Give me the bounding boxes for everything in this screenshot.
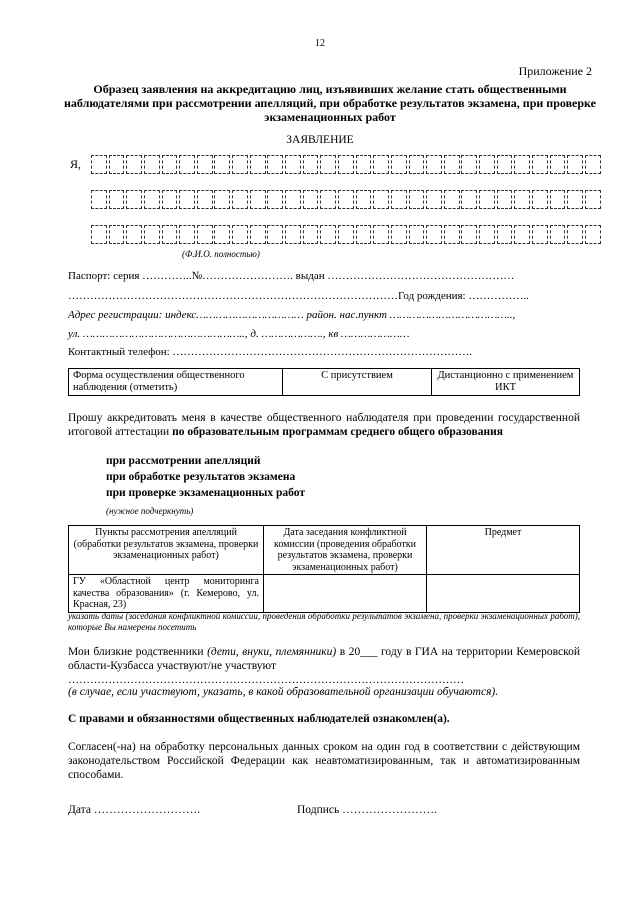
letter-cell[interactable] — [426, 225, 442, 244]
letter-cell[interactable] — [514, 225, 530, 244]
letter-cell[interactable] — [162, 155, 178, 174]
letter-cell[interactable] — [162, 225, 178, 244]
address-line-2[interactable]: ул. ………………………………………….., д. ………………., кв ………………… — [68, 328, 410, 340]
letter-cell[interactable] — [391, 190, 407, 209]
points-header-date: Дата заседания конфликтной комиссии (проведения обработки результатов экзамена, проверки экзаменационных работ) — [264, 526, 427, 575]
relatives-note: (в случае, если участвуют, указать, в какой образовательной организации обучаются). — [68, 686, 499, 698]
letter-cell[interactable] — [479, 155, 495, 174]
option-appeals[interactable]: при рассмотрении апелляций — [106, 455, 261, 467]
letter-cell[interactable] — [144, 190, 160, 209]
letter-cell[interactable] — [444, 155, 460, 174]
page-number: 12 — [315, 38, 325, 49]
letter-cell[interactable] — [250, 190, 266, 209]
letter-cell[interactable] — [214, 155, 230, 174]
consent-paragraph: Согласен(-на) на обработку персональных данных сроком на один год в соответствии с действующим законодательством Российской Федерации как неавтоматизированным, так и автоматизированным способами. — [68, 741, 580, 781]
option-processing[interactable]: при обработке результатов экзамена — [106, 471, 296, 483]
ya-label: Я, — [70, 157, 82, 171]
letter-cell[interactable] — [232, 225, 248, 244]
letter-cell[interactable] — [144, 225, 160, 244]
letter-cell[interactable] — [391, 225, 407, 244]
letter-cell[interactable] — [373, 225, 389, 244]
underline-note: (нужное подчеркнуть) — [106, 506, 194, 516]
in-person-option[interactable]: С присутствием — [283, 369, 432, 396]
letter-cell[interactable] — [179, 155, 195, 174]
letter-cell[interactable] — [285, 225, 301, 244]
letter-cell[interactable] — [514, 190, 530, 209]
letter-cell[interactable] — [497, 225, 513, 244]
relatives-paragraph — [68, 645, 580, 673]
letter-cell[interactable] — [267, 190, 283, 209]
letter-cell[interactable] — [497, 155, 513, 174]
date-field[interactable]: Дата ………………………. — [68, 804, 201, 816]
dates-note: указать даты (заседания конфликтной комиссии, проведения обработки результатов экзамена, проверки экзаменационных работ), которые Вы намерены посетить — [68, 611, 580, 632]
rights-statement: С правами и обязанностями общественных наблюдателей ознакомлен(а). — [68, 713, 450, 725]
letter-cell[interactable] — [532, 155, 548, 174]
letter-cell[interactable] — [214, 190, 230, 209]
letter-cell[interactable] — [497, 190, 513, 209]
points-cell-subject[interactable] — [427, 575, 580, 613]
letter-cell[interactable] — [426, 190, 442, 209]
document-title: Образец заявления на аккредитацию лиц, изъявивших желание стать общественными наблюдателями при рассмотрении апелляций, при обработке результатов экзамена, при проверке экзаменационных работ — [63, 82, 596, 124]
letter-cell[interactable] — [126, 225, 142, 244]
points-cell-location: ГУ «Областной центр мониторинга качества образования» (г. Кемерово, ул. Красная, 23) — [69, 575, 264, 613]
letter-cell[interactable] — [567, 155, 583, 174]
letter-cell[interactable] — [320, 190, 336, 209]
letter-cell[interactable] — [285, 155, 301, 174]
statement-heading: ЗАЯВЛЕНИЕ — [286, 134, 354, 146]
appendix-label: Приложение 2 — [518, 64, 592, 78]
letter-cell[interactable] — [162, 190, 178, 209]
option-checking[interactable]: при проверке экзаменационных работ — [106, 487, 306, 499]
letter-cell[interactable] — [109, 155, 125, 174]
letter-cell[interactable] — [232, 190, 248, 209]
letter-cell[interactable] — [567, 190, 583, 209]
letter-cell[interactable] — [409, 190, 425, 209]
observation-form-table — [68, 368, 580, 396]
letter-cell[interactable] — [338, 225, 354, 244]
letter-cell[interactable] — [91, 225, 107, 244]
fio-cells-row-3[interactable] — [91, 225, 601, 244]
letter-cell[interactable] — [461, 225, 477, 244]
letter-cell[interactable] — [444, 190, 460, 209]
letter-cell[interactable] — [444, 225, 460, 244]
letter-cell[interactable] — [479, 225, 495, 244]
letter-cell[interactable] — [426, 155, 442, 174]
fio-cells-row-1[interactable] — [91, 155, 601, 174]
letter-cell[interactable] — [356, 225, 372, 244]
letter-cell[interactable] — [356, 155, 372, 174]
letter-cell[interactable] — [109, 225, 125, 244]
letter-cell[interactable] — [461, 190, 477, 209]
letter-cell[interactable] — [550, 190, 566, 209]
letter-cell[interactable] — [303, 225, 319, 244]
letter-cell[interactable] — [197, 225, 213, 244]
letter-cell[interactable] — [267, 155, 283, 174]
letter-cell[interactable] — [267, 225, 283, 244]
points-header-location: Пункты рассмотрения апелляций (обработки результатов экзамена, проверки экзаменационных работ) — [69, 526, 264, 575]
letter-cell[interactable] — [585, 155, 601, 174]
request-paragraph — [68, 411, 580, 439]
issued-birthyear-line[interactable]: ………………………………………………………………………………Год рождения: …………….. — [68, 290, 529, 302]
letter-cell[interactable] — [409, 225, 425, 244]
letter-cell[interactable] — [250, 155, 266, 174]
letter-cell[interactable] — [285, 190, 301, 209]
letter-cell[interactable] — [585, 225, 601, 244]
letter-cell[interactable] — [179, 190, 195, 209]
letter-cell[interactable] — [479, 190, 495, 209]
signature-field[interactable]: Подпись ……………………. — [297, 804, 437, 816]
letter-cell[interactable] — [338, 155, 354, 174]
letter-cell[interactable] — [250, 225, 266, 244]
letter-cell[interactable] — [126, 155, 142, 174]
letter-cell[interactable] — [214, 225, 230, 244]
fio-cells-row-2[interactable] — [91, 190, 601, 209]
relatives-suffix: в 20___ году в ГИА на территории Кемеровской области-Кузбасса участвуют/не участвуют — [68, 646, 581, 672]
points-table — [68, 525, 580, 613]
letter-cell[interactable] — [514, 155, 530, 174]
letter-cell[interactable] — [320, 155, 336, 174]
letter-cell[interactable] — [197, 155, 213, 174]
letter-cell[interactable] — [338, 190, 354, 209]
letter-cell[interactable] — [91, 155, 107, 174]
address-line-1[interactable]: Адрес регистрации: индекс…………………………… район. нас.пункт ……………………………….., — [68, 309, 516, 321]
points-header-subject: Предмет — [427, 526, 580, 575]
request-text: Прошу аккредитовать меня в качестве общественного наблюдателя при проведении государственной итоговой аттестации — [68, 412, 580, 438]
letter-cell[interactable] — [409, 155, 425, 174]
letter-cell[interactable] — [373, 190, 389, 209]
letter-cell[interactable] — [179, 225, 195, 244]
letter-cell[interactable] — [567, 225, 583, 244]
passport-line[interactable]: Паспорт: серия …………..№……………………. выдан …………………………………………… — [68, 270, 515, 282]
letter-cell[interactable] — [532, 225, 548, 244]
letter-cell[interactable] — [550, 155, 566, 174]
letter-cell[interactable] — [532, 190, 548, 209]
relatives-italic: (дети, внуки, племянники) — [207, 646, 337, 658]
letter-cell[interactable] — [303, 190, 319, 209]
letter-cell[interactable] — [197, 190, 213, 209]
letter-cell[interactable] — [91, 190, 107, 209]
letter-cell[interactable] — [320, 225, 336, 244]
phone-line[interactable]: Контактный телефон: ………………………………………………………………………. — [68, 346, 473, 358]
fio-note: (Ф.И.О. полностью) — [182, 249, 260, 259]
relatives-dots[interactable]: ……………………………………………………………………………………………… — [68, 674, 464, 686]
remote-option[interactable]: Дистанционно с применением ИКТ — [432, 369, 580, 396]
letter-cell[interactable] — [109, 190, 125, 209]
letter-cell[interactable] — [391, 155, 407, 174]
form-type-label: Форма осуществления общественного наблюдения (отметить) — [69, 369, 283, 396]
letter-cell[interactable] — [303, 155, 319, 174]
letter-cell[interactable] — [356, 190, 372, 209]
letter-cell[interactable] — [585, 190, 601, 209]
letter-cell[interactable] — [126, 190, 142, 209]
request-program: по образовательным программам среднего общего образования — [172, 426, 503, 438]
letter-cell[interactable] — [373, 155, 389, 174]
letter-cell[interactable] — [232, 155, 248, 174]
points-cell-date[interactable] — [264, 575, 427, 613]
letter-cell[interactable] — [144, 155, 160, 174]
relatives-prefix: Мои близкие родственники — [68, 646, 204, 658]
letter-cell[interactable] — [550, 225, 566, 244]
letter-cell[interactable] — [461, 155, 477, 174]
